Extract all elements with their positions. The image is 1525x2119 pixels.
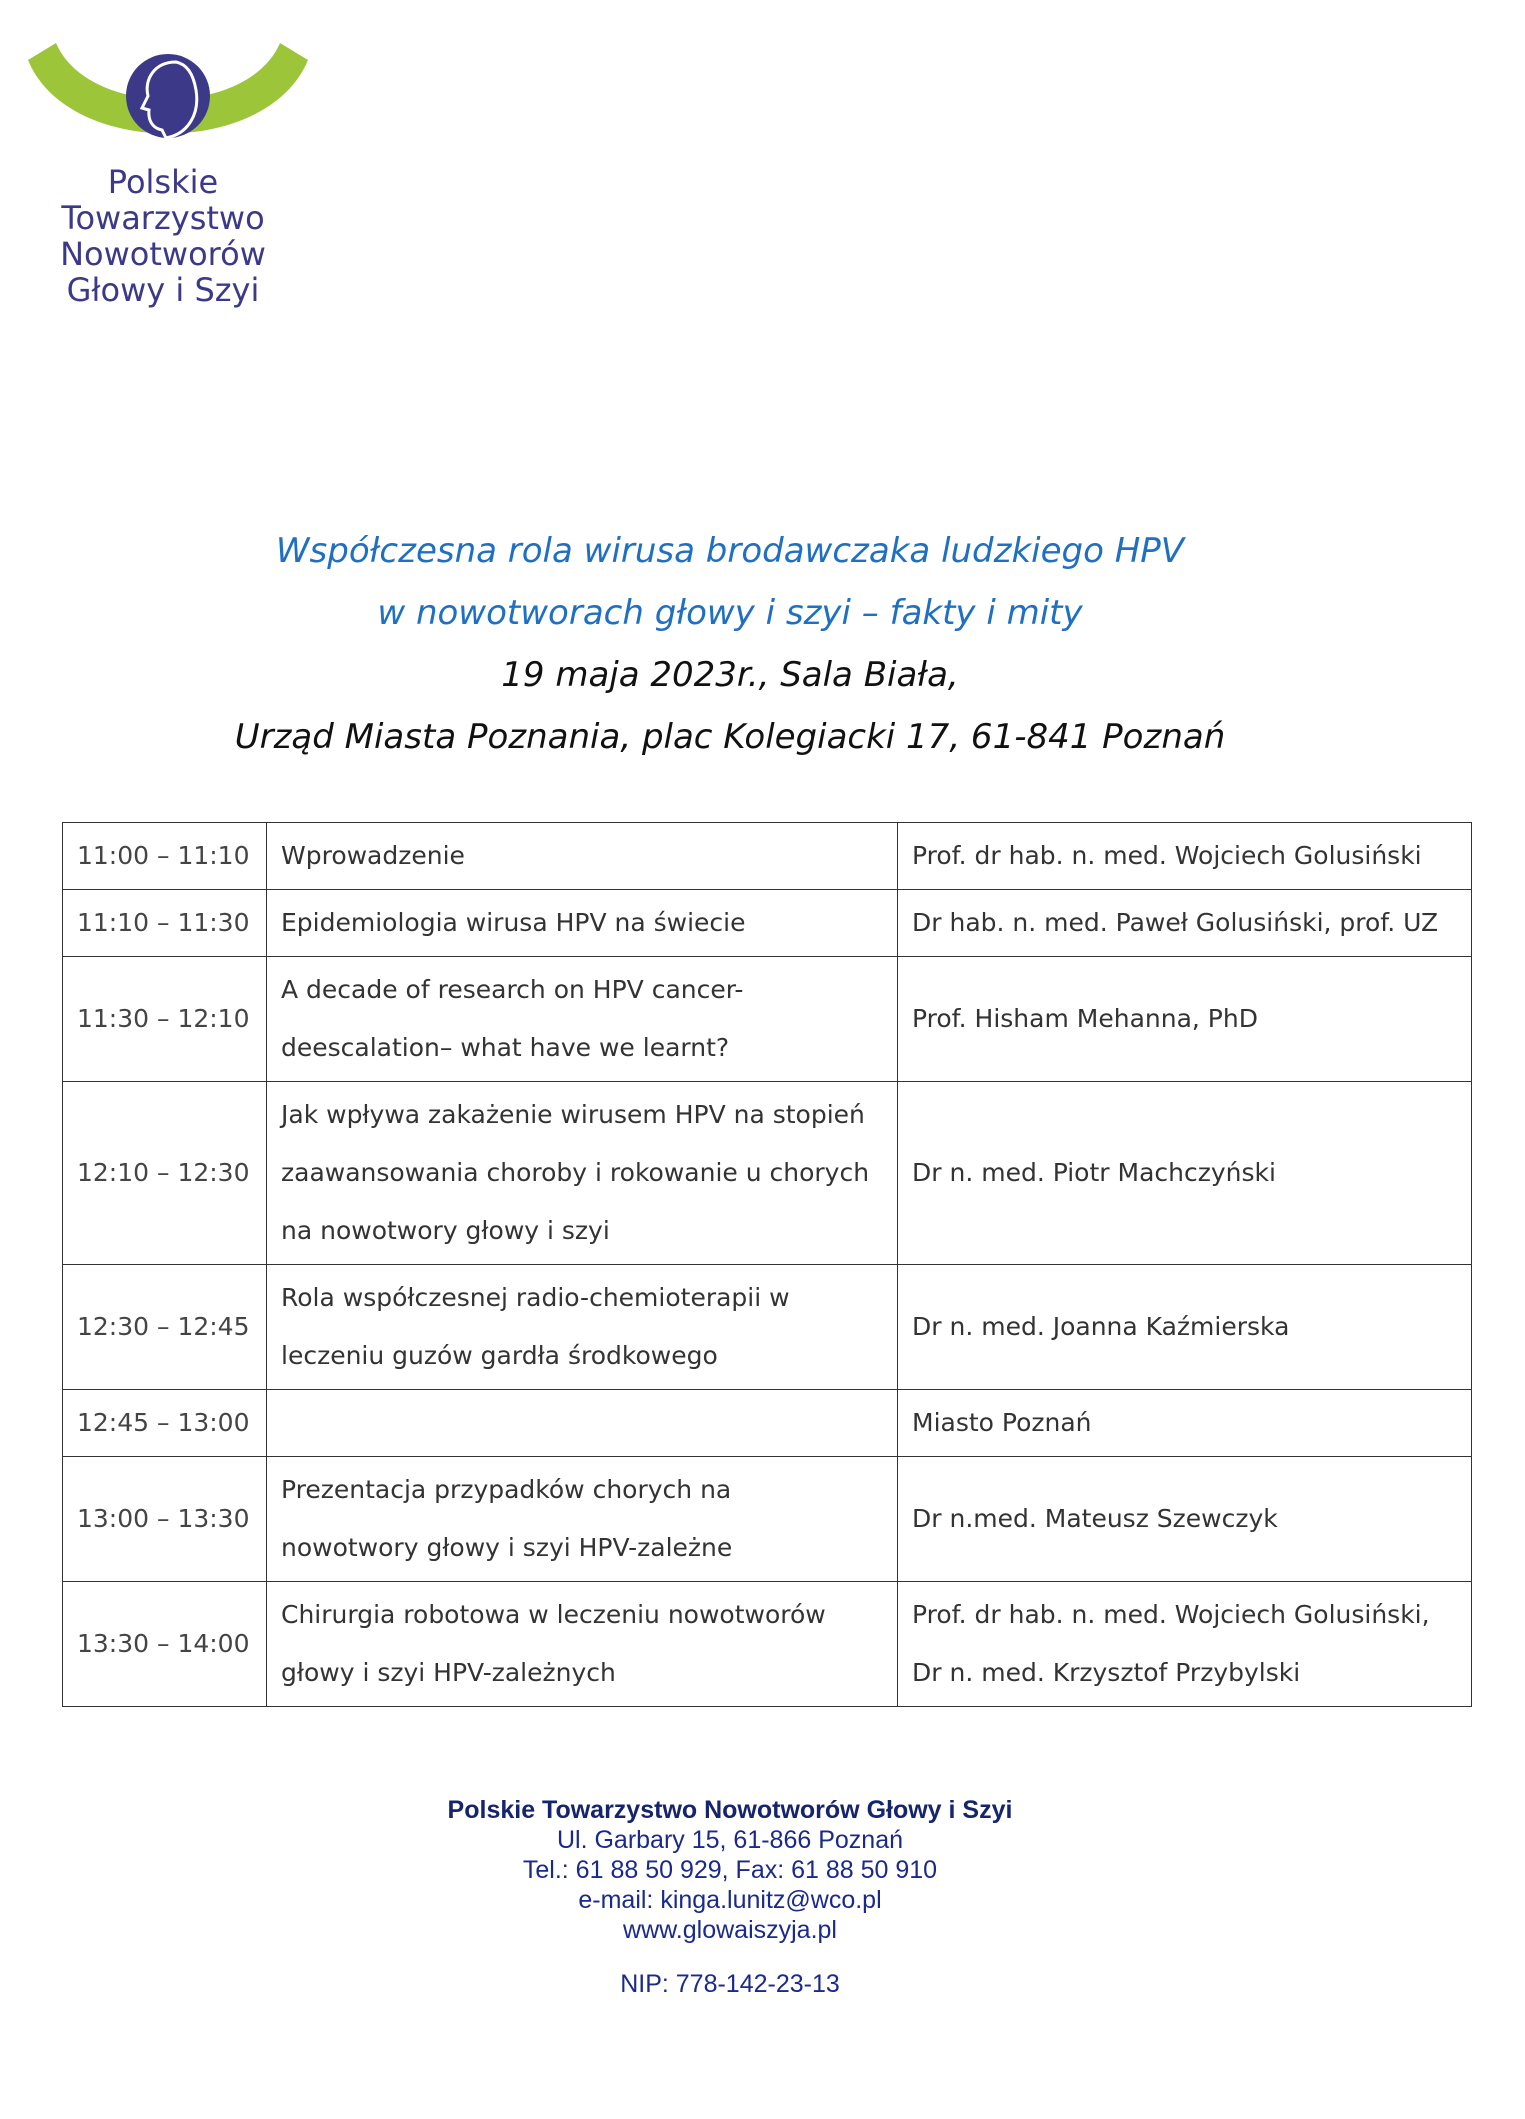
- society-logo: [28, 38, 308, 308]
- program-topic-line: Wprowadzenie: [281, 841, 465, 870]
- footer-phone: Tel.: 61 88 50 929, Fax: 61 88 50 910: [522, 1856, 938, 1884]
- program-speaker: [898, 823, 1472, 890]
- program-row: [63, 1457, 1472, 1582]
- program-topic-line: nowotwory głowy i szyi HPV-zależne: [281, 1533, 733, 1562]
- program-row: [63, 1265, 1472, 1390]
- program-speaker-line: Dr n. med. Krzysztof Przybylski: [912, 1658, 1301, 1687]
- program-row: [63, 1390, 1472, 1457]
- program-topic: [267, 823, 898, 890]
- footer-email[interactable]: e-mail: kinga.lunitz@wco.pl: [578, 1886, 882, 1914]
- program-time: 11:00 – 11:10: [63, 823, 267, 890]
- program-speaker-line: Prof. dr hab. n. med. Wojciech Golusiński,: [912, 1600, 1430, 1629]
- program-time: 13:30 – 14:00: [63, 1582, 267, 1707]
- program-topic: [267, 890, 898, 957]
- program-topic-line: leczeniu guzów gardła środkowego: [281, 1341, 718, 1370]
- event-title-line-1: Współczesna rola wirusa brodawczaka ludzkiego HPV: [275, 531, 1185, 571]
- program-row: [63, 1582, 1472, 1707]
- program-speaker: [898, 1390, 1472, 1457]
- program-speaker-line: Prof. Hisham Mehanna, PhD: [912, 1004, 1258, 1033]
- program-time: 12:45 – 13:00: [63, 1390, 267, 1457]
- program-row: [63, 823, 1472, 890]
- program-time: 13:00 – 13:30: [63, 1457, 267, 1582]
- program-speaker: [898, 1582, 1472, 1707]
- program-speaker-line: Dr hab. n. med. Paweł Golusiński, prof. UZ: [912, 908, 1439, 937]
- footer-nip: NIP: 778-142-23-13: [620, 1970, 840, 1998]
- program-row: [63, 890, 1472, 957]
- program-topic-line: Jak wpływa zakażenie wirusem HPV na stopień: [281, 1100, 865, 1129]
- program-topic-line: zaawansowania choroby i rokowanie u chorych: [281, 1158, 870, 1187]
- program-speaker: [898, 1265, 1472, 1390]
- event-heading: [0, 520, 1460, 768]
- footer-website[interactable]: www.glowaiszyja.pl: [623, 1916, 837, 1944]
- footer-contact: [0, 1795, 1460, 1999]
- program-time: 11:10 – 11:30: [63, 890, 267, 957]
- event-address: Urząd Miasta Poznania, plac Kolegiacki 17, 61-841 Poznań: [234, 717, 1226, 757]
- program-row: [63, 957, 1472, 1082]
- footer-address: Ul. Garbary 15, 61-866 Poznań: [556, 1826, 904, 1854]
- program-topic-line: Rola współczesnej radio-chemioterapii w: [281, 1283, 790, 1312]
- program-topic-line: na nowotwory głowy i szyi: [281, 1216, 610, 1245]
- program-speaker: [898, 1457, 1472, 1582]
- program-time: 12:10 – 12:30: [63, 1082, 267, 1265]
- logo-wordmark: [48, 164, 278, 308]
- program-speaker: [898, 957, 1472, 1082]
- program-topic-line: Chirurgia robotowa w leczeniu nowotworów: [281, 1600, 826, 1629]
- event-date-venue: 19 maja 2023r., Sala Biała,: [501, 655, 959, 695]
- footer-organization: Polskie Towarzystwo Nowotworów Głowy i Szyi: [447, 1796, 1013, 1824]
- program-time: 12:30 – 12:45: [63, 1265, 267, 1390]
- program-speaker-line: Prof. dr hab. n. med. Wojciech Golusiński: [912, 841, 1422, 870]
- program-topic: [267, 1265, 898, 1390]
- logo-line: Polskie: [107, 163, 219, 201]
- program-topic-line: deescalation– what have we learnt?: [281, 1033, 730, 1062]
- program-topic: [267, 957, 898, 1082]
- program-topic-line: A decade of research on HPV cancer-: [281, 975, 744, 1004]
- program-topic: [267, 1082, 898, 1265]
- program-topic-line: Prezentacja przypadków chorych na: [281, 1475, 732, 1504]
- logo-line: Głowy i Szyi: [66, 271, 260, 309]
- program-speaker: [898, 890, 1472, 957]
- program-speaker-line: Dr n.med. Mateusz Szewczyk: [912, 1504, 1278, 1533]
- program-time: 11:30 – 12:10: [63, 957, 267, 1082]
- logo-emblem-icon: [28, 38, 308, 158]
- program-topic-line: głowy i szyi HPV-zależnych: [281, 1658, 616, 1687]
- program-speaker-line: Dr n. med. Piotr Machczyński: [912, 1158, 1276, 1187]
- program-topic: [267, 1582, 898, 1707]
- program-speaker-line: Dr n. med. Joanna Kaźmierska: [912, 1312, 1290, 1341]
- event-title-line-2: w nowotworach głowy i szyi – fakty i mity: [377, 593, 1083, 633]
- program-topic-line: Epidemiologia wirusa HPV na świecie: [281, 908, 746, 937]
- program-speaker: [898, 1082, 1472, 1265]
- logo-line: Nowotworów: [60, 235, 266, 273]
- program-table: [62, 822, 1472, 1707]
- logo-line: Towarzystwo: [61, 199, 265, 237]
- program-speaker-line: Miasto Poznań: [912, 1408, 1092, 1437]
- program-table-body: [63, 823, 1472, 1707]
- program-topic-line: [281, 1394, 883, 1452]
- program-topic: [267, 1390, 898, 1457]
- program-row: [63, 1082, 1472, 1265]
- program-topic: [267, 1457, 898, 1582]
